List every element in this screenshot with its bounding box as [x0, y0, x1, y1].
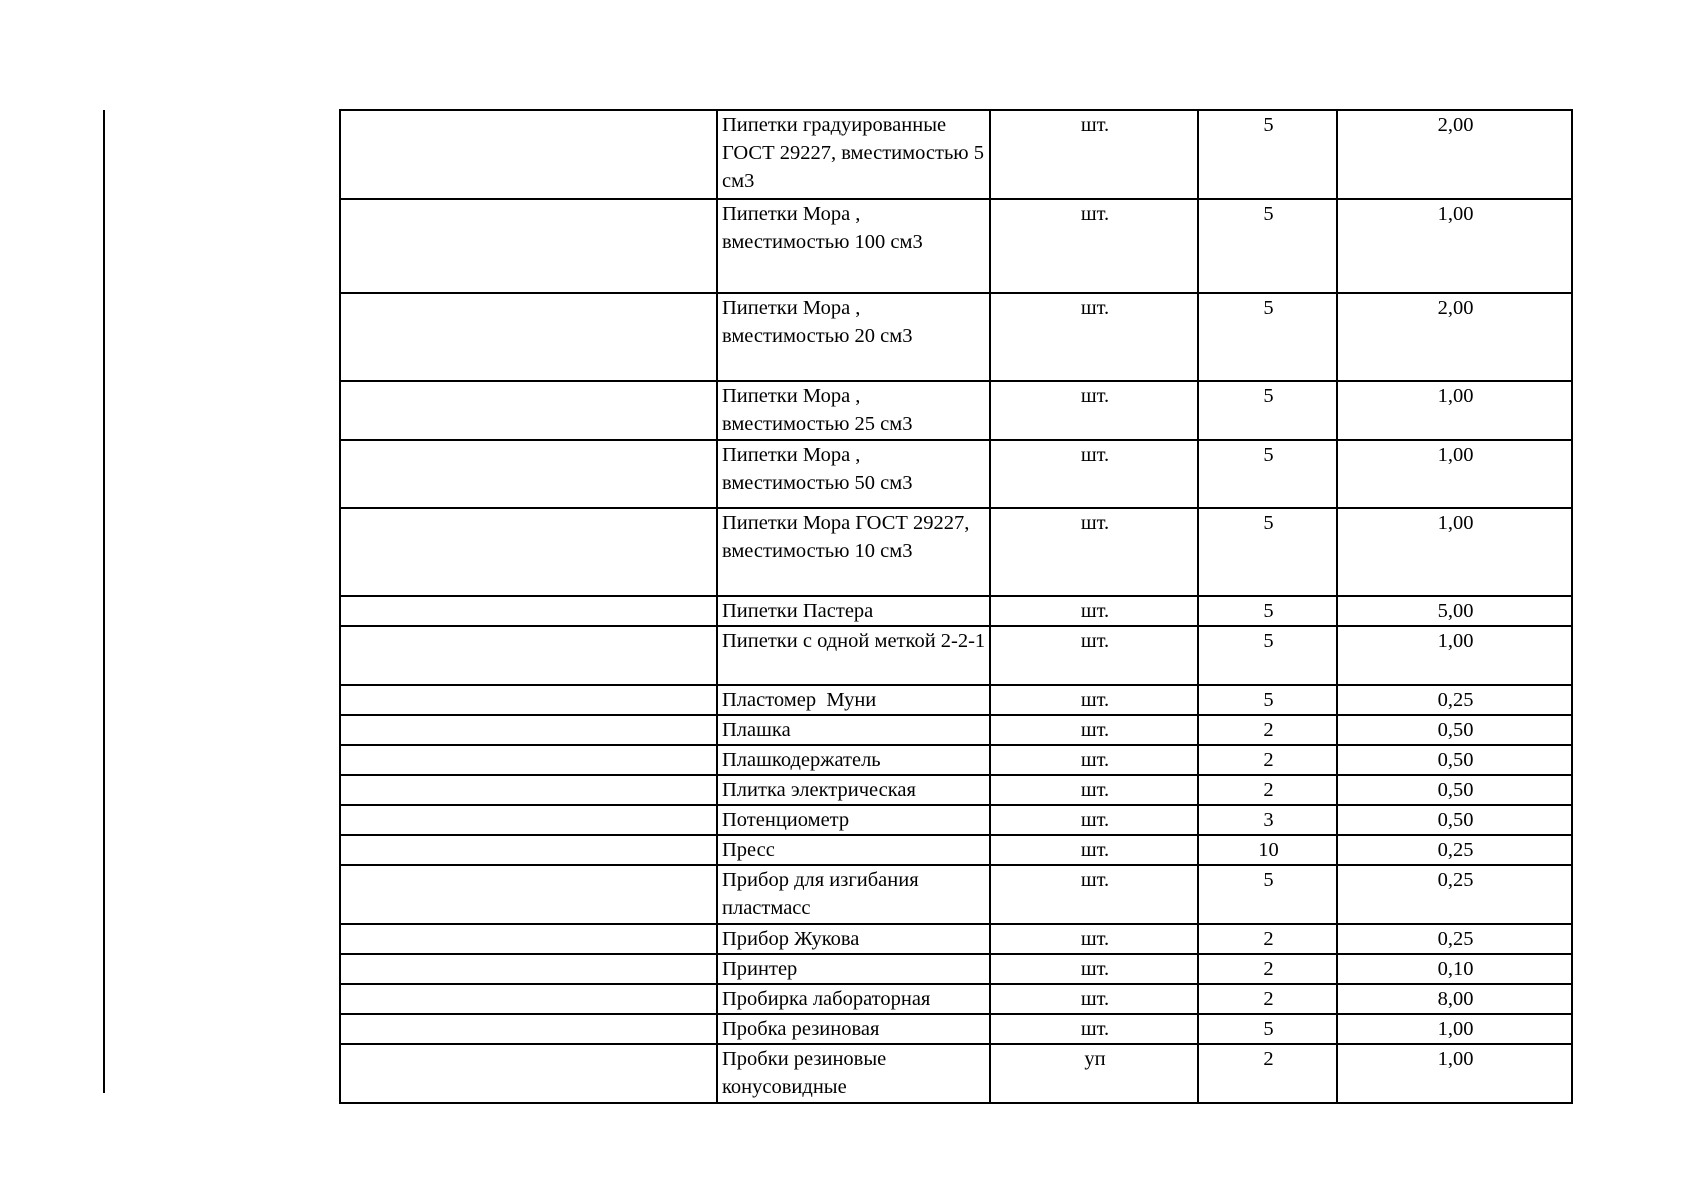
value-cell: 1,00	[1337, 1044, 1572, 1103]
unit-cell: шт.	[990, 865, 1198, 924]
table-row	[340, 381, 1572, 440]
unit-cell: шт.	[990, 596, 1198, 626]
table-row	[340, 1014, 1572, 1044]
item-name-cell: Пресс	[717, 835, 990, 865]
empty-cell	[340, 835, 717, 865]
table-row	[340, 715, 1572, 745]
quantity-cell: 5	[1198, 199, 1337, 293]
item-name-cell: Пластомер Муни	[717, 685, 990, 715]
item-name-cell: Плашка	[717, 715, 990, 745]
quantity-cell: 3	[1198, 805, 1337, 835]
quantity-cell: 2	[1198, 775, 1337, 805]
unit-cell: шт.	[990, 954, 1198, 984]
value-cell: 5,00	[1337, 596, 1572, 626]
item-name-cell: Плитка электрическая	[717, 775, 990, 805]
value-cell: 1,00	[1337, 508, 1572, 596]
empty-cell	[340, 805, 717, 835]
unit-cell: шт.	[990, 293, 1198, 381]
unit-cell: шт.	[990, 381, 1198, 440]
value-cell: 0,50	[1337, 775, 1572, 805]
table-row	[340, 596, 1572, 626]
quantity-cell: 2	[1198, 954, 1337, 984]
quantity-cell: 5	[1198, 110, 1337, 199]
unit-cell: шт.	[990, 775, 1198, 805]
item-name-cell: Пробки резиновые конусовидные	[717, 1044, 990, 1103]
value-cell: 1,00	[1337, 1014, 1572, 1044]
item-name-cell: Прибор для изгибания пластмасс	[717, 865, 990, 924]
table-row	[340, 110, 1572, 199]
item-name-cell: Пипетки Мора ГОСТ 29227, вместимостью 10 см3	[717, 508, 990, 596]
quantity-cell: 5	[1198, 508, 1337, 596]
value-cell: 0,25	[1337, 685, 1572, 715]
item-name-cell: Пипетки с одной меткой 2-2-1	[717, 626, 990, 685]
empty-cell	[340, 440, 717, 508]
empty-cell	[340, 745, 717, 775]
quantity-cell: 2	[1198, 924, 1337, 954]
quantity-cell: 5	[1198, 626, 1337, 685]
value-cell: 0,50	[1337, 745, 1572, 775]
table-row	[340, 293, 1572, 381]
value-cell: 1,00	[1337, 199, 1572, 293]
quantity-cell: 2	[1198, 715, 1337, 745]
empty-cell	[340, 775, 717, 805]
value-cell: 0,25	[1337, 865, 1572, 924]
value-cell: 1,00	[1337, 440, 1572, 508]
item-name-cell: Пипетки Мора , вместимостью 100 см3	[717, 199, 990, 293]
item-name-cell: Пипетки Мора , вместимостью 20 см3	[717, 293, 990, 381]
table-row	[340, 199, 1572, 293]
value-cell: 0,25	[1337, 924, 1572, 954]
empty-cell	[340, 924, 717, 954]
quantity-cell: 10	[1198, 835, 1337, 865]
empty-cell	[340, 626, 717, 685]
equipment-table	[339, 109, 1573, 1104]
unit-cell: шт.	[990, 626, 1198, 685]
table-row	[340, 775, 1572, 805]
quantity-cell: 5	[1198, 1014, 1337, 1044]
table-row	[340, 835, 1572, 865]
table-row	[340, 865, 1572, 924]
item-name-cell: Пипетки градуированные ГОСТ 29227, вместимостью 5 см3	[717, 110, 990, 199]
value-cell: 0,25	[1337, 835, 1572, 865]
quantity-cell: 5	[1198, 865, 1337, 924]
unit-cell: шт.	[990, 110, 1198, 199]
empty-cell	[340, 954, 717, 984]
quantity-cell: 2	[1198, 984, 1337, 1014]
item-name-cell: Потенциометр	[717, 805, 990, 835]
value-cell: 1,00	[1337, 626, 1572, 685]
quantity-cell: 5	[1198, 596, 1337, 626]
table-row	[340, 1044, 1572, 1103]
value-cell: 0,50	[1337, 715, 1572, 745]
empty-cell	[340, 110, 717, 199]
unit-cell: шт.	[990, 805, 1198, 835]
empty-cell	[340, 685, 717, 715]
value-cell: 0,10	[1337, 954, 1572, 984]
quantity-cell: 2	[1198, 745, 1337, 775]
value-cell: 1,00	[1337, 381, 1572, 440]
item-name-cell: Пробирка лабораторная	[717, 984, 990, 1014]
left-margin-rule	[103, 110, 105, 1093]
table-row	[340, 984, 1572, 1014]
empty-cell	[340, 715, 717, 745]
value-cell: 2,00	[1337, 293, 1572, 381]
empty-cell	[340, 508, 717, 596]
empty-cell	[340, 381, 717, 440]
table-row	[340, 685, 1572, 715]
quantity-cell: 5	[1198, 440, 1337, 508]
item-name-cell: Пипетки Мора , вместимостью 50 см3	[717, 440, 990, 508]
item-name-cell: Пробка резиновая	[717, 1014, 990, 1044]
unit-cell: уп	[990, 1044, 1198, 1103]
table-row	[340, 508, 1572, 596]
unit-cell: шт.	[990, 715, 1198, 745]
table-row	[340, 805, 1572, 835]
quantity-cell: 5	[1198, 293, 1337, 381]
table-row	[340, 626, 1572, 685]
unit-cell: шт.	[990, 440, 1198, 508]
quantity-cell: 2	[1198, 1044, 1337, 1103]
quantity-cell: 5	[1198, 381, 1337, 440]
unit-cell: шт.	[990, 1014, 1198, 1044]
empty-cell	[340, 199, 717, 293]
table-row	[340, 954, 1572, 984]
quantity-cell: 5	[1198, 685, 1337, 715]
table-row	[340, 924, 1572, 954]
item-name-cell: Пипетки Мора , вместимостью 25 см3	[717, 381, 990, 440]
empty-cell	[340, 293, 717, 381]
value-cell: 8,00	[1337, 984, 1572, 1014]
empty-cell	[340, 865, 717, 924]
item-name-cell: Прибор Жукова	[717, 924, 990, 954]
table-row	[340, 440, 1572, 508]
empty-cell	[340, 596, 717, 626]
value-cell: 2,00	[1337, 110, 1572, 199]
unit-cell: шт.	[990, 984, 1198, 1014]
table-row	[340, 745, 1572, 775]
unit-cell: шт.	[990, 835, 1198, 865]
value-cell: 0,50	[1337, 805, 1572, 835]
unit-cell: шт.	[990, 685, 1198, 715]
item-name-cell: Плашкодержатель	[717, 745, 990, 775]
empty-cell	[340, 1014, 717, 1044]
unit-cell: шт.	[990, 745, 1198, 775]
empty-cell	[340, 984, 717, 1014]
equipment-table-body	[340, 110, 1572, 1103]
unit-cell: шт.	[990, 924, 1198, 954]
empty-cell	[340, 1044, 717, 1103]
item-name-cell: Пипетки Пастера	[717, 596, 990, 626]
unit-cell: шт.	[990, 199, 1198, 293]
item-name-cell: Принтер	[717, 954, 990, 984]
unit-cell: шт.	[990, 508, 1198, 596]
